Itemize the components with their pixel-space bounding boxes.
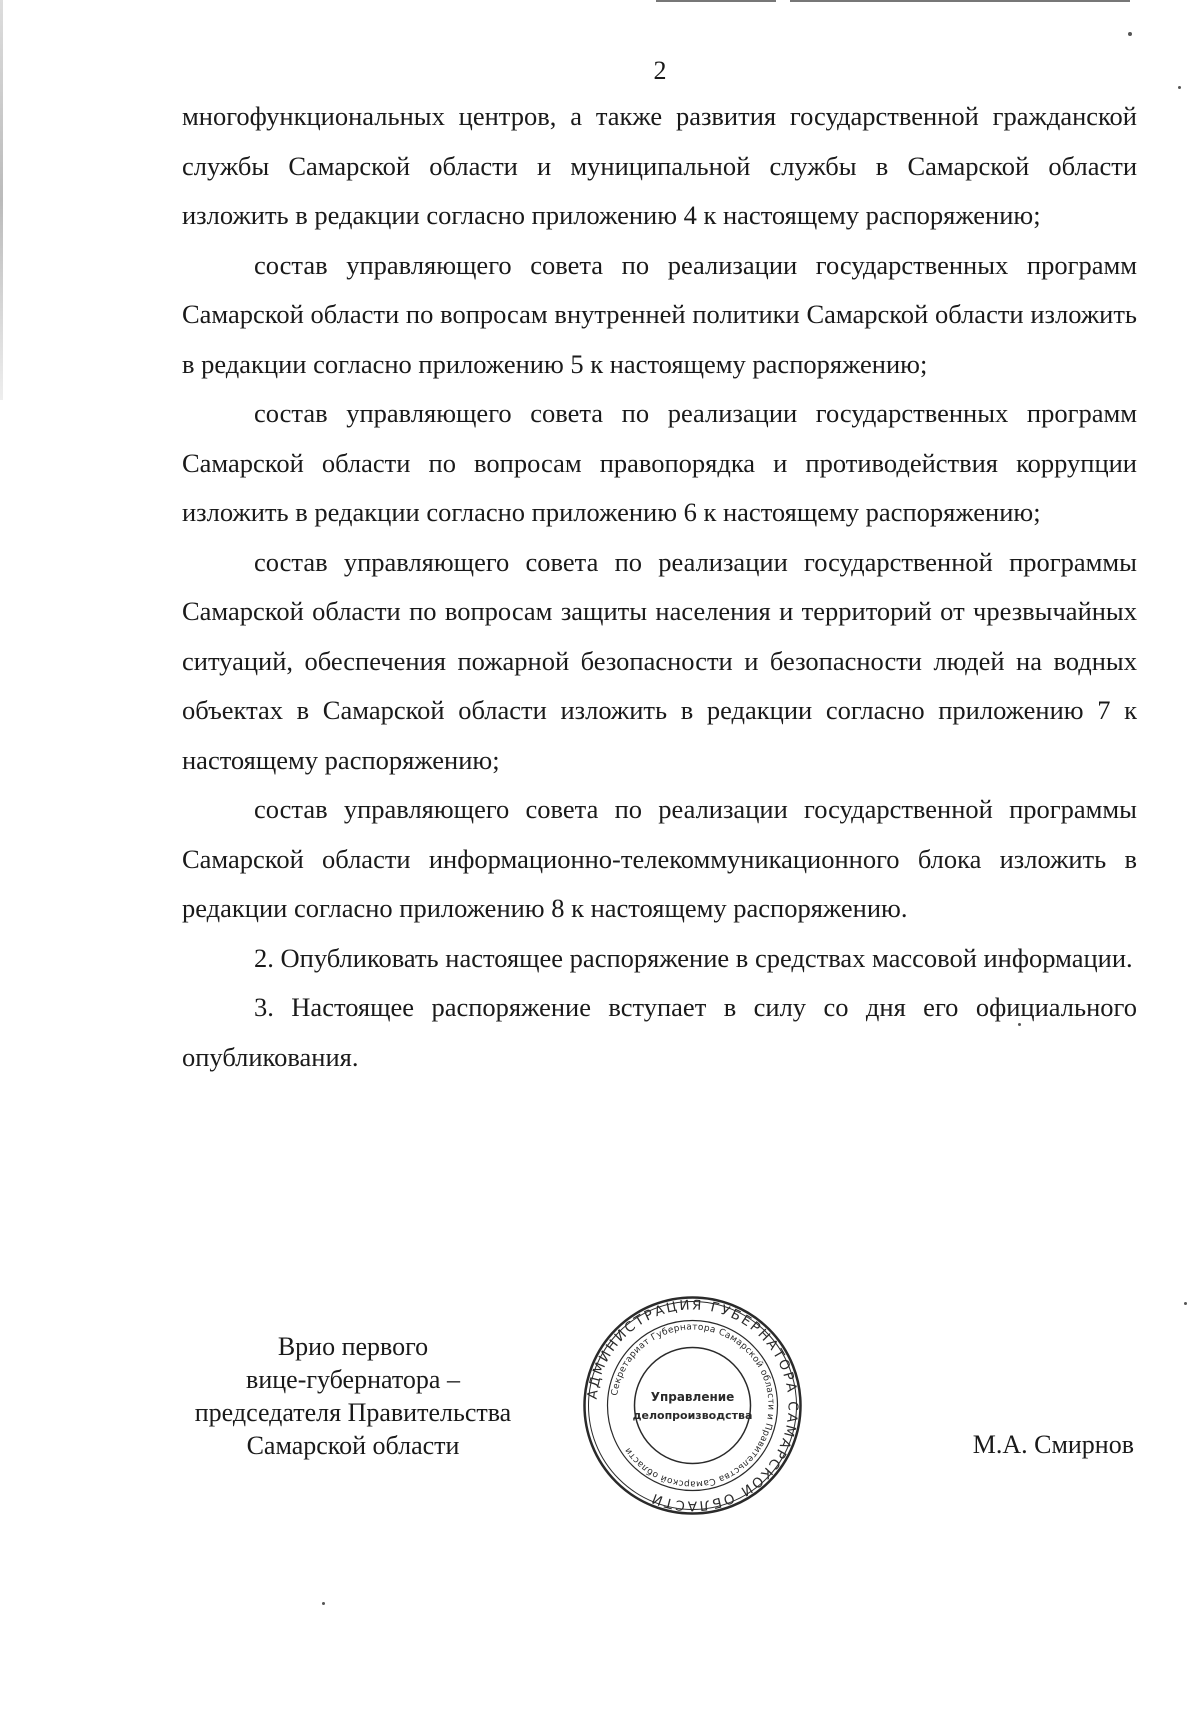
signer-line: председателя Правительства	[194, 1398, 512, 1427]
paragraph-council-law-order: состав управляющего совета по реализации государственных программ Самарской области по вопросам правопорядка и противодействия коррупции изложить в редакции согласно приложению 6 к настоящему распоряжению;	[182, 398, 1137, 527]
stamp-center-line2: делопроизводства	[632, 1409, 753, 1422]
paragraph-council-emergency: состав управляющего совета по реализации государственной программы Самарской области по вопросам защиты населения и территорий от чрезвычайных ситуаций, обеспечения пожарной безопасности и безопасности людей на водных объектах в Самарской области изложить в редакции согласно приложению 7 к настоящему распоряжению;	[182, 546, 1137, 775]
signer-line: Врио первого	[277, 1332, 429, 1361]
official-stamp	[580, 1293, 805, 1518]
scan-artifact	[790, 0, 1130, 2]
stamp-center-line1: Управление	[650, 1390, 735, 1404]
paragraph-council-telecom: состав управляющего совета по реализации государственной программы Самарской области информационно-телекоммуникационного блока изложить в редакции согласно приложению 8 к настоящему распоряжению.	[182, 794, 1137, 923]
signer-line: Самарской области	[246, 1431, 460, 1460]
scan-artifact	[1128, 32, 1132, 36]
scan-artifact	[1184, 1302, 1187, 1305]
signer-name: М.А. Смирнов	[972, 1430, 1134, 1459]
signer-position	[178, 1330, 528, 1462]
page-number: 2	[653, 56, 667, 85]
scan-artifact	[656, 0, 776, 2]
paragraph-council-internal-policy: состав управляющего совета по реализации государственных программ Самарской области по вопросам внутренней политики Самарской области изложить в редакции согласно приложению 5 к настоящему распоряжению;	[182, 249, 1137, 379]
body-text	[182, 92, 1137, 1082]
paragraph-continued: многофункциональных центров, а также развития государственной гражданской службы Самарской области и муниципальной службы в Самарской области изложить в редакции согласно приложению 4 к настоящему распоряжению;	[182, 101, 1137, 230]
scan-artifact	[1178, 86, 1181, 89]
stamp-outer-text: АДМИНИСТРАЦИЯ ГУБЕРНАТОРА САМАРСКОЙ ОБЛАСТИ	[584, 1297, 801, 1514]
scan-artifact	[322, 1602, 325, 1605]
signer-line: вице-губернатора –	[246, 1365, 460, 1394]
paragraph-effective-date: 3. Настоящее распоряжение вступает в силу со дня его официального опубликования.	[182, 992, 1137, 1072]
paragraph-publish: 2. Опубликовать настоящее распоряжение в средствах массовой информации.	[254, 942, 1133, 973]
stamp-inner-text: Секретариат Губернатора Самарской области и Правительства Самарской области	[610, 1322, 776, 1489]
stamp-middle-ring	[608, 1321, 778, 1491]
